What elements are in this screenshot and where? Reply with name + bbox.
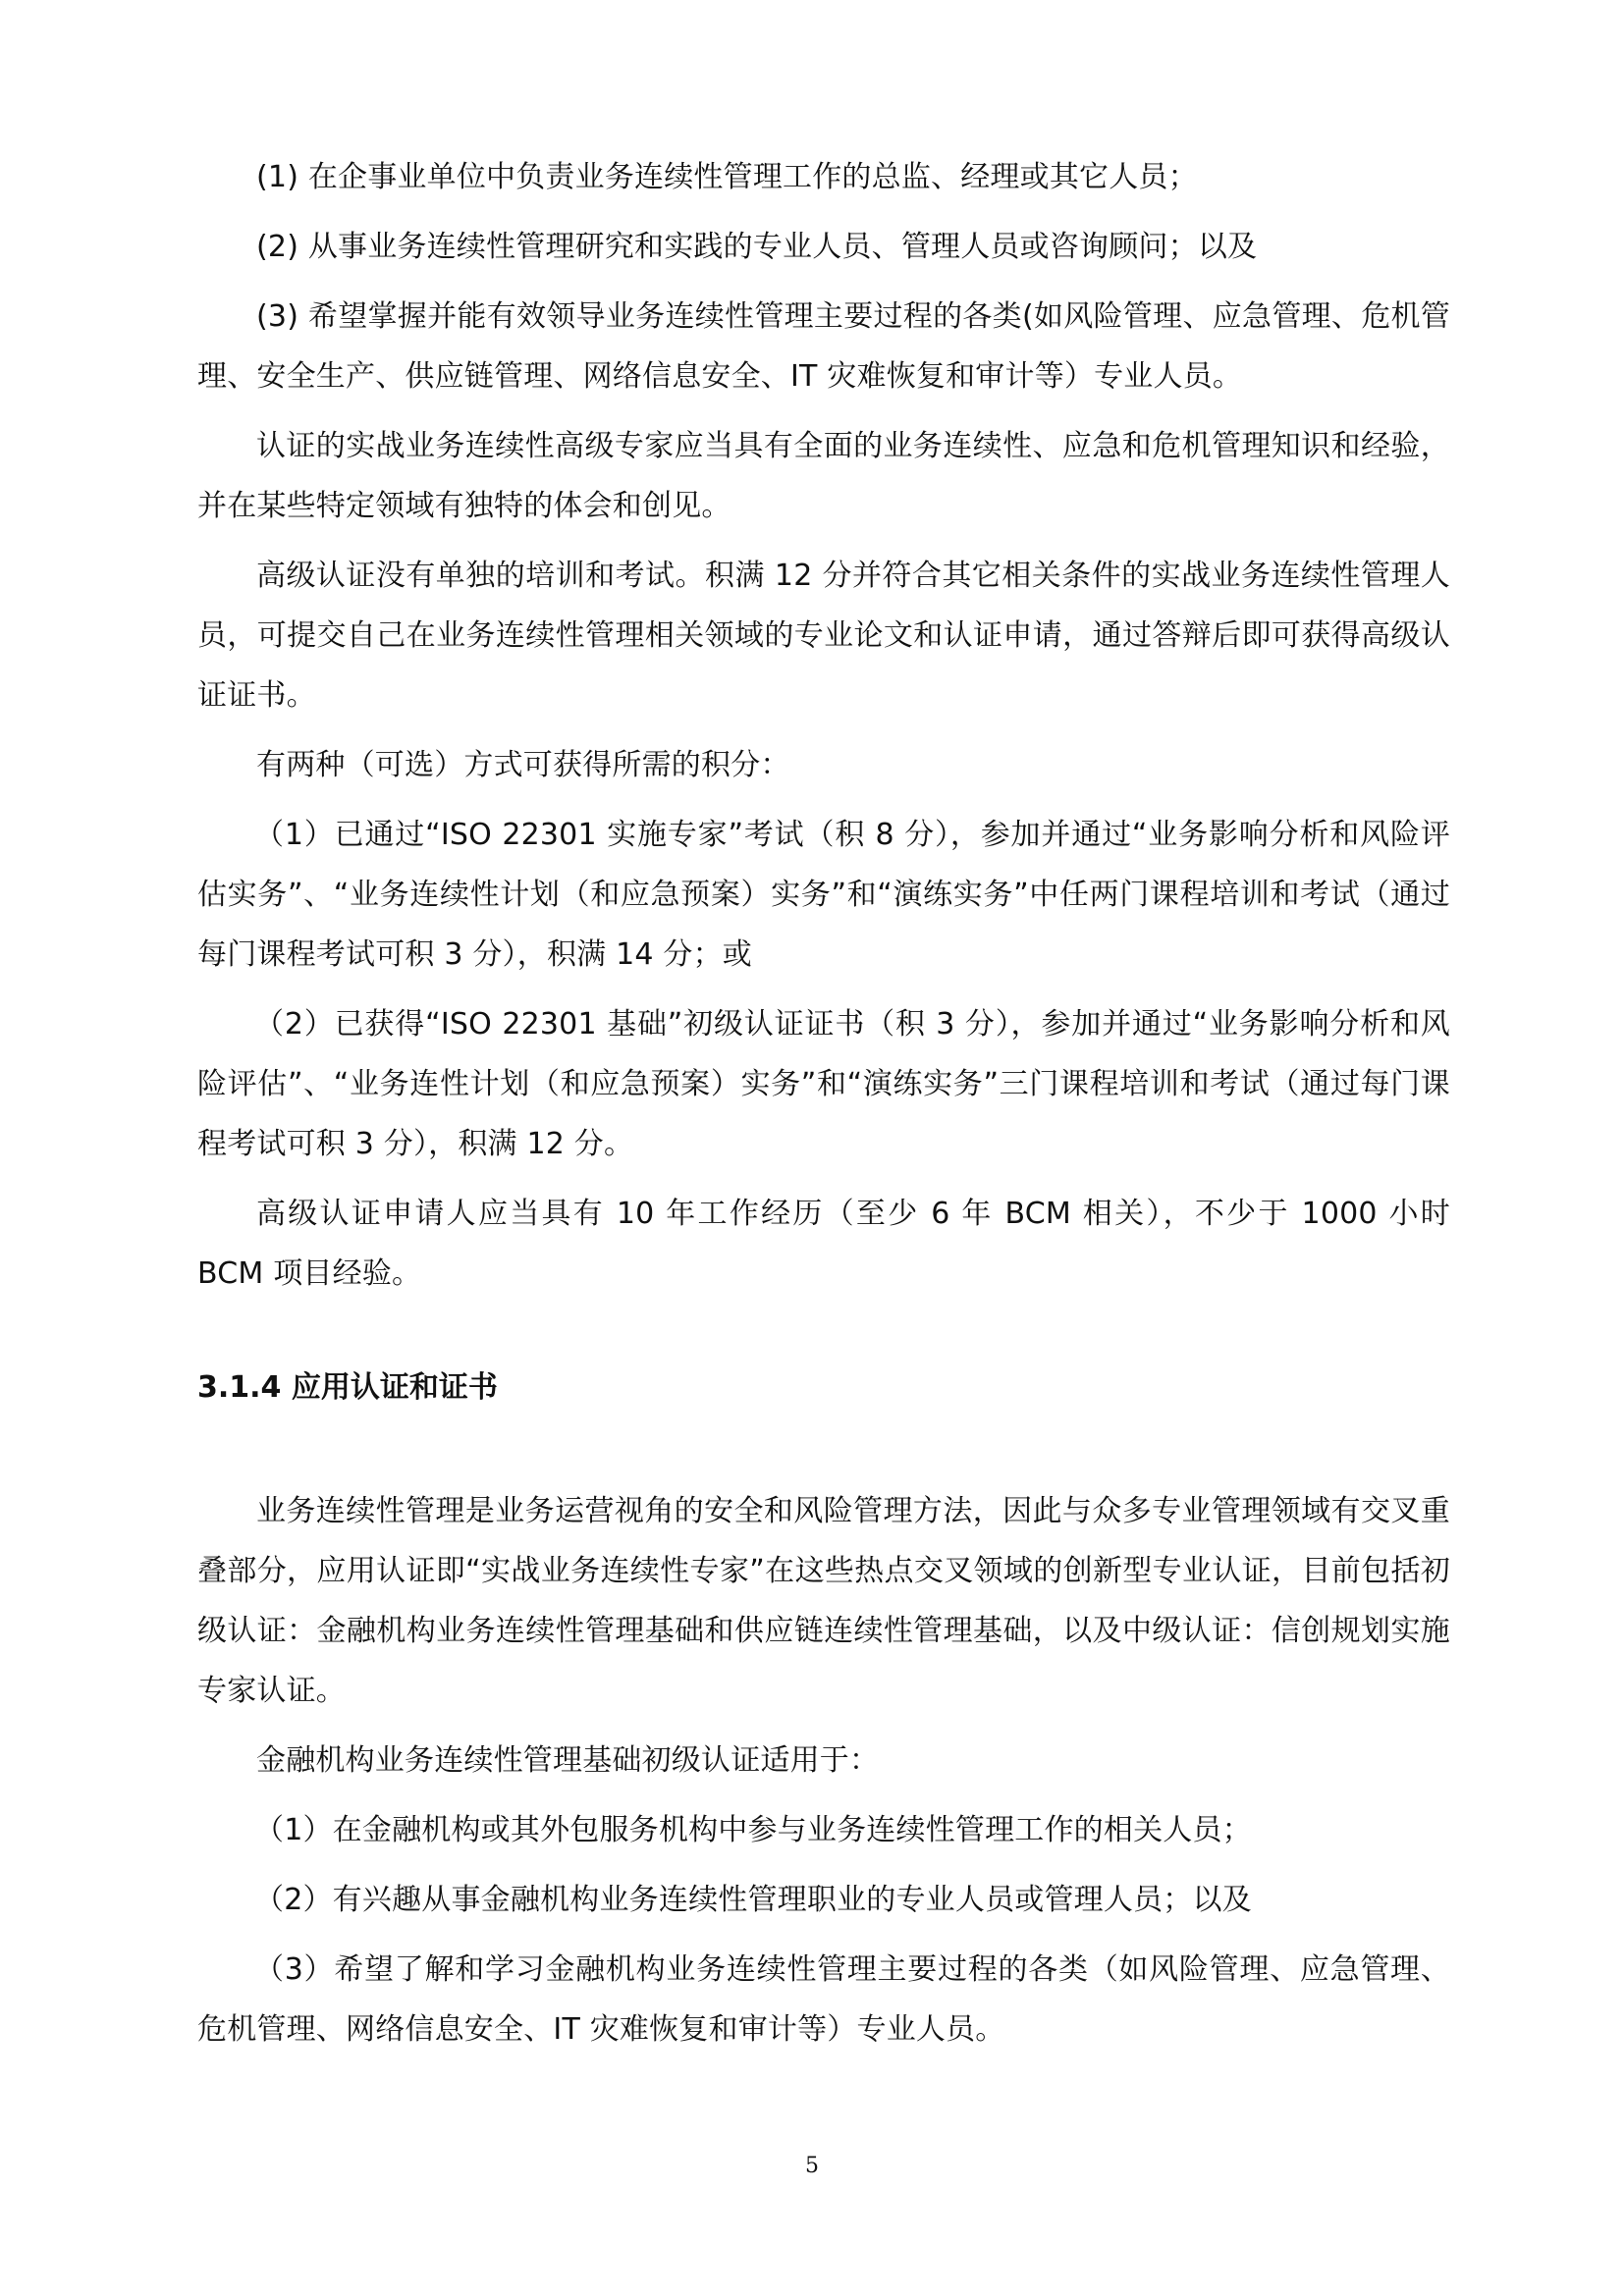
- paragraph-financial-item-2: （2）有兴趣从事金融机构业务连续性管理职业的专业人员或管理人员；以及: [254, 1883, 1252, 1917]
- paragraph-applicant-requirements: 高级认证申请人应当具有 10 年工作经历（至少 6 年 BCM 相关），不少于 1000 小时 BCM 项目经验。: [197, 1197, 1450, 1291]
- section-heading: 3.1.4 应用认证和证书: [197, 1370, 498, 1405]
- paragraph-financial-item-1: （1）在金融机构或其外包服务机构中参与业务连续性管理工作的相关人员；: [254, 1813, 1252, 1847]
- paragraph-advanced-certification: 高级认证没有单独的培训和考试。积满 12 分并符合其它相关条件的实战业务连续性管理人员，可提交自己在业务连续性管理相关领域的专业论文和认证申请，通过答辩后即可获得高级认证证书。: [197, 559, 1450, 713]
- page-content: [197, 147, 1450, 2069]
- paragraph-item-2: (2) 从事业务连续性管理研究和实践的专业人员、管理人员或咨询顾问；以及: [256, 230, 1258, 264]
- paragraph-expert-knowledge: 认证的实战业务连续性高级专家应当具有全面的业务连续性、应急和危机管理知识和经验，并在某些特定领域有独特的体会和创见。: [197, 429, 1450, 523]
- paragraph-applied-certification: 业务连续性管理是业务运营视角的安全和风险管理方法，因此与众多专业管理领域有交叉重叠部分，应用认证即“实战业务连续性专家”在这些热点交叉领域的创新型专业认证，目前包括初级认证：金融机构业务连续性管理基础和供应链连续性管理基础，以及中级认证：信创规划实施专家认证。: [197, 1494, 1450, 1708]
- paragraph-credit-option-1: （1）已通过“ISO 22301 实施专家”考试（积 8 分），参加并通过“业务影响分析和风险评估实务”、“业务连续性计划（和应急预案）实务”和“演练实务”中任两门课程培训和考试（通过每门课程考试可积 3 分），积满 14 分；或: [197, 818, 1450, 972]
- page-number: 5: [805, 2154, 819, 2178]
- paragraph-credit-option-2: （2）已获得“ISO 22301 基础”初级认证证书（积 3 分），参加并通过“业务影响分析和风险评估”、“业务连性计划（和应急预案）实务”和“演练实务”三门课程培训和考试（通过每门课程考试可积 3 分），积满 12 分。: [197, 1007, 1450, 1161]
- paragraph-credit-methods: 有两种（可选）方式可获得所需的积分：: [256, 748, 790, 782]
- paragraph-item-1: (1) 在企事业单位中负责业务连续性管理工作的总监、经理或其它人员；: [256, 160, 1198, 194]
- paragraph-financial-scope: 金融机构业务连续性管理基础初级认证适用于：: [256, 1743, 880, 1778]
- paragraph-item-3: (3) 希望掌握并能有效领导业务连续性管理主要过程的各类(如风险管理、应急管理、危机管理、安全生产、供应链管理、网络信息安全、IT 灾难恢复和审计等）专业人员。: [197, 299, 1450, 394]
- paragraph-financial-item-3: （3）希望了解和学习金融机构业务连续性管理主要过程的各类（如风险管理、应急管理、危机管理、网络信息安全、IT 灾难恢复和审计等）专业人员。: [197, 1952, 1450, 2047]
